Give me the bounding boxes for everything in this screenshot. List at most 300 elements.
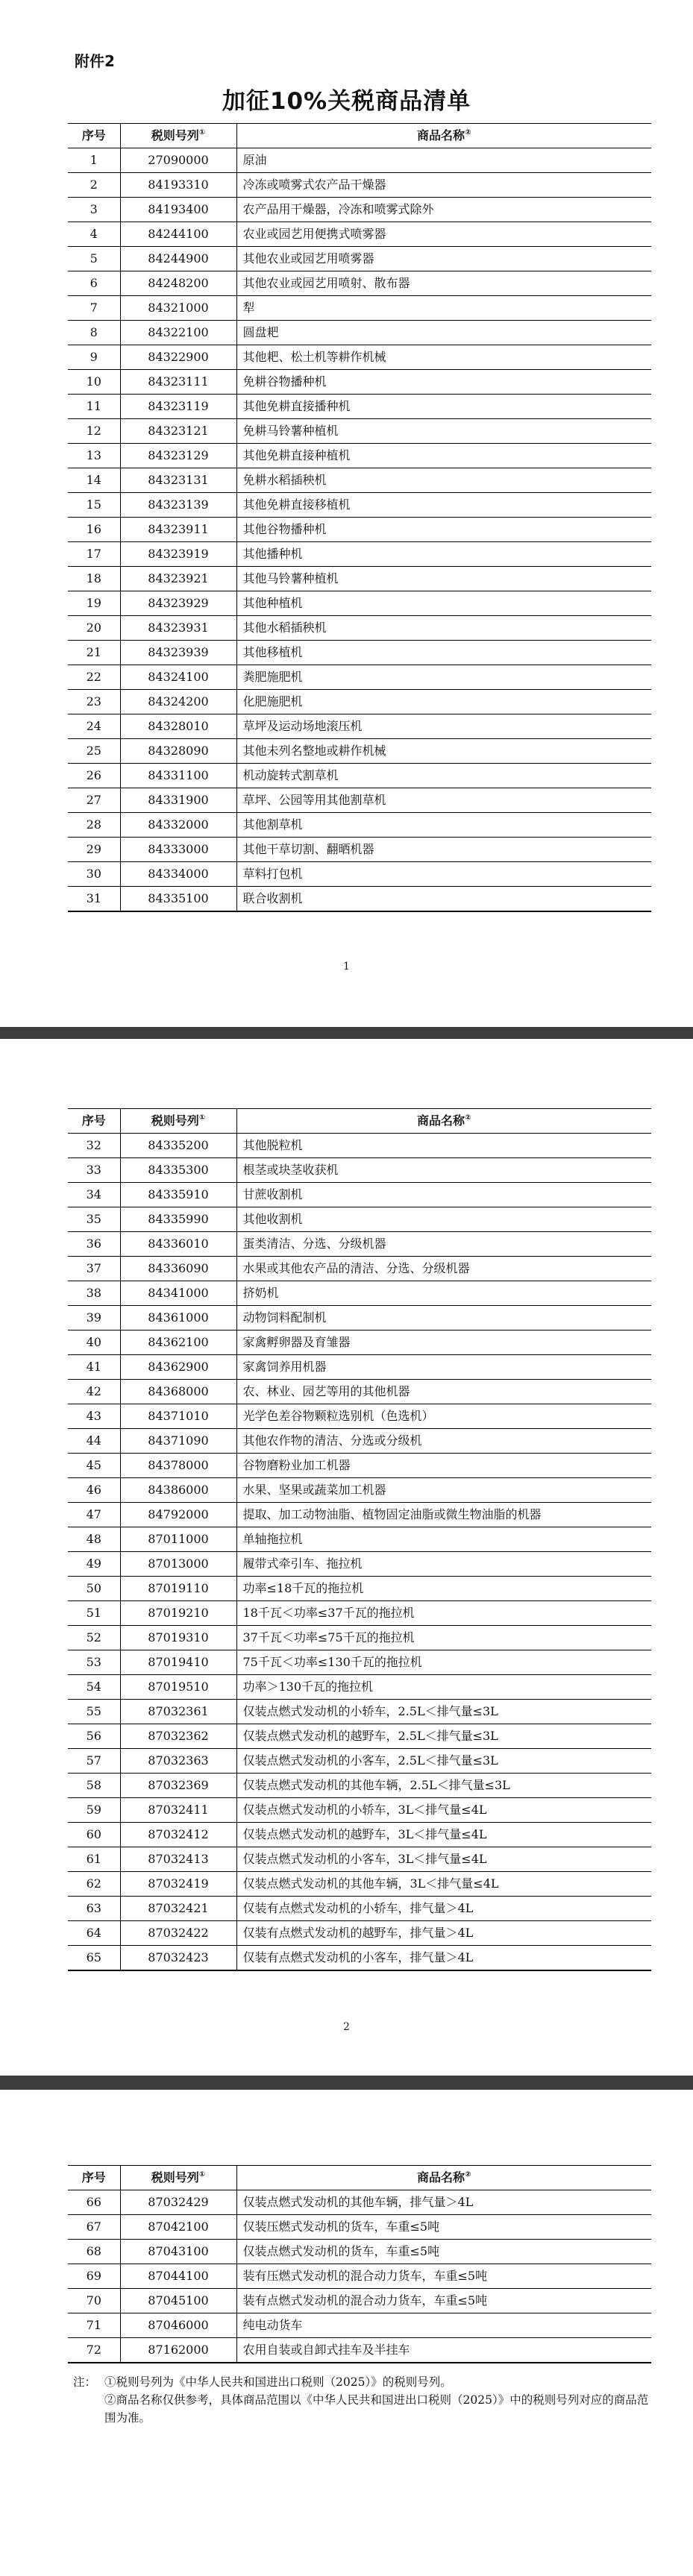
- serial-number-cell: 21: [68, 641, 120, 665]
- product-name-cell: 动物饲料配制机: [236, 1306, 651, 1331]
- serial-number-cell: 53: [68, 1650, 120, 1675]
- table-row: [68, 1331, 651, 1355]
- serial-number-cell: 10: [68, 370, 120, 395]
- product-name-cell: 仅装点燃式发动机的其他车辆，排气量＞4L: [236, 2190, 651, 2215]
- product-name-cell: 犁: [236, 296, 651, 321]
- tariff-code-cell: 87042100: [120, 2215, 236, 2240]
- footnote-mark: ①: [198, 1113, 206, 1122]
- serial-number-cell: 48: [68, 1527, 120, 1552]
- document-page-3: [0, 2090, 693, 2576]
- product-name-cell: 其他收割机: [236, 1207, 651, 1232]
- serial-number-cell: 50: [68, 1577, 120, 1601]
- table-row: [68, 1700, 651, 1724]
- table-row: [68, 493, 651, 518]
- product-name-cell: 仅装有点燃式发动机的越野车，排气量＞4L: [236, 1921, 651, 1946]
- serial-number-cell: 36: [68, 1232, 120, 1257]
- header-product-name-label: 商品名称: [417, 2170, 465, 2184]
- serial-number-cell: 24: [68, 714, 120, 739]
- serial-number-cell: 13: [68, 444, 120, 468]
- table-row: [68, 1872, 651, 1897]
- serial-number-cell: 45: [68, 1454, 120, 1478]
- serial-number-cell: 25: [68, 739, 120, 764]
- tariff-code-cell: 84244900: [120, 247, 236, 271]
- product-name-cell: 原油: [236, 148, 651, 173]
- tariff-code-cell: 87013000: [120, 1552, 236, 1577]
- product-name-cell: 其他耙、松土机等耕作机械: [236, 345, 651, 370]
- table-row: [68, 1601, 651, 1626]
- serial-number-cell: 2: [68, 173, 120, 198]
- tariff-code-cell: 84335100: [120, 887, 236, 912]
- header-serial-number: 序号: [68, 1109, 120, 1134]
- product-name-cell: 其他移植机: [236, 641, 651, 665]
- footnote-mark: ①: [198, 2170, 206, 2179]
- table-header-row: [68, 2166, 651, 2190]
- table-row: [68, 665, 651, 690]
- table-row: [68, 2215, 651, 2240]
- document-page-1: [0, 0, 693, 1027]
- serial-number-cell: 42: [68, 1380, 120, 1404]
- table-row: [68, 1946, 651, 1971]
- table-row: [68, 1429, 651, 1454]
- tariff-code-cell: 87032362: [120, 1724, 236, 1749]
- serial-number-cell: 51: [68, 1601, 120, 1626]
- tariff-code-cell: 84323111: [120, 370, 236, 395]
- product-name-cell: 仅装有点燃式发动机的小客车，排气量＞4L: [236, 1946, 651, 1971]
- table-row: [68, 2240, 651, 2264]
- serial-number-cell: 16: [68, 518, 120, 542]
- table-row: [68, 2264, 651, 2289]
- tariff-code-cell: 87046000: [120, 2313, 236, 2338]
- tariff-code-cell: 84328090: [120, 739, 236, 764]
- header-serial-number: 序号: [68, 124, 120, 148]
- product-name-cell: 谷物磨粉业加工机器: [236, 1454, 651, 1478]
- tariff-table-page-1: [68, 123, 651, 912]
- table-row: [68, 1404, 651, 1429]
- tariff-code-cell: 84323929: [120, 591, 236, 616]
- product-name-cell: 粪肥施肥机: [236, 665, 651, 690]
- tariff-code-cell: 87044100: [120, 2264, 236, 2289]
- table-row: [68, 222, 651, 247]
- table-row: [68, 345, 651, 370]
- table-row: [68, 1527, 651, 1552]
- table-row: [68, 1847, 651, 1872]
- table-row: [68, 887, 651, 912]
- product-name-cell: 单轴拖拉机: [236, 1527, 651, 1552]
- product-name-cell: 家禽饲养用机器: [236, 1355, 651, 1380]
- product-name-cell: 纯电动货车: [236, 2313, 651, 2338]
- table-row: [68, 567, 651, 591]
- table-row: [68, 271, 651, 296]
- header-product-name: [236, 2166, 651, 2190]
- product-name-cell: 仅装有点燃式发动机的小轿车，排气量＞4L: [236, 1897, 651, 1921]
- product-name-cell: 其他未列名整地或耕作机械: [236, 739, 651, 764]
- product-name-cell: 其他播种机: [236, 542, 651, 567]
- tariff-code-cell: 87019310: [120, 1626, 236, 1650]
- product-name-cell: 水果、坚果或蔬菜加工机器: [236, 1478, 651, 1503]
- product-name-cell: 仅装点燃式发动机的越野车，2.5L＜排气量≤3L: [236, 1724, 651, 1749]
- footnote-mark: ①: [198, 128, 206, 137]
- tariff-code-cell: 87032413: [120, 1847, 236, 1872]
- product-name-cell: 农用自装或自卸式挂车及半挂车: [236, 2338, 651, 2363]
- product-name-cell: 农产品用干燥器，冷冻和喷雾式除外: [236, 198, 651, 222]
- tariff-code-cell: 84362900: [120, 1355, 236, 1380]
- serial-number-cell: 59: [68, 1798, 120, 1823]
- tariff-code-cell: 84341000: [120, 1281, 236, 1306]
- table-row: [68, 1281, 651, 1306]
- serial-number-cell: 3: [68, 198, 120, 222]
- tariff-code-cell: 84323129: [120, 444, 236, 468]
- tariff-code-cell: 87032361: [120, 1700, 236, 1724]
- table-row: [68, 1232, 651, 1257]
- product-name-cell: 功率≤18千瓦的拖拉机: [236, 1577, 651, 1601]
- tariff-code-cell: 84323911: [120, 518, 236, 542]
- serial-number-cell: 34: [68, 1183, 120, 1207]
- serial-number-cell: 60: [68, 1823, 120, 1847]
- serial-number-cell: 39: [68, 1306, 120, 1331]
- header-product-name-label: 商品名称: [417, 128, 465, 142]
- footnote-1: [73, 2373, 651, 2391]
- serial-number-cell: 11: [68, 395, 120, 419]
- product-name-cell: 免耕马铃薯种植机: [236, 419, 651, 444]
- serial-number-cell: 22: [68, 665, 120, 690]
- table-row: [68, 1675, 651, 1700]
- table-row: [68, 1478, 651, 1503]
- serial-number-cell: 57: [68, 1749, 120, 1774]
- serial-number-cell: 55: [68, 1700, 120, 1724]
- tariff-table-page-2: [68, 1108, 651, 1971]
- tariff-code-cell: 87045100: [120, 2289, 236, 2313]
- table-row: [68, 862, 651, 887]
- table-row: [68, 813, 651, 838]
- serial-number-cell: 70: [68, 2289, 120, 2313]
- product-name-cell: 水果或其他农产品的清洁、分选、分级机器: [236, 1257, 651, 1281]
- table-row: [68, 2338, 651, 2363]
- serial-number-cell: 40: [68, 1331, 120, 1355]
- header-serial-number: 序号: [68, 2166, 120, 2190]
- product-name-cell: 免耕水稻插秧机: [236, 468, 651, 493]
- table-row: [68, 1257, 651, 1281]
- table-row: [68, 321, 651, 345]
- tariff-code-cell: 84323119: [120, 395, 236, 419]
- table-row: [68, 690, 651, 714]
- serial-number-cell: 54: [68, 1675, 120, 1700]
- tariff-code-cell: 87032363: [120, 1749, 236, 1774]
- tariff-code-cell: 87162000: [120, 2338, 236, 2363]
- table-row: [68, 1380, 651, 1404]
- serial-number-cell: 63: [68, 1897, 120, 1921]
- serial-number-cell: 64: [68, 1921, 120, 1946]
- serial-number-cell: 69: [68, 2264, 120, 2289]
- tariff-code-cell: 84333000: [120, 838, 236, 862]
- serial-number-cell: 72: [68, 2338, 120, 2363]
- tariff-code-cell: 84323139: [120, 493, 236, 518]
- tariff-code-cell: 84323121: [120, 419, 236, 444]
- tariff-code-cell: 84335990: [120, 1207, 236, 1232]
- tariff-code-cell: 84328010: [120, 714, 236, 739]
- product-name-cell: 其他脱粒机: [236, 1134, 651, 1158]
- product-name-cell: 37千瓦＜功率≤75千瓦的拖拉机: [236, 1626, 651, 1650]
- serial-number-cell: 65: [68, 1946, 120, 1971]
- table-row: [68, 1207, 651, 1232]
- serial-number-cell: 7: [68, 296, 120, 321]
- serial-number-cell: 28: [68, 813, 120, 838]
- tariff-code-cell: 84378000: [120, 1454, 236, 1478]
- product-name-cell: 其他水稻插秧机: [236, 616, 651, 641]
- header-tariff-code: [120, 2166, 236, 2190]
- table-header-row: [68, 1109, 651, 1134]
- product-name-cell: 蛋类清洁、分选、分级机器: [236, 1232, 651, 1257]
- serial-number-cell: 12: [68, 419, 120, 444]
- serial-number-cell: 56: [68, 1724, 120, 1749]
- serial-number-cell: 15: [68, 493, 120, 518]
- tariff-code-cell: 84193400: [120, 198, 236, 222]
- tariff-code-cell: 87032412: [120, 1823, 236, 1847]
- footnote-2: [73, 2391, 651, 2427]
- product-name-cell: 其他割草机: [236, 813, 651, 838]
- tariff-code-cell: 84324100: [120, 665, 236, 690]
- page-number: 2: [343, 2021, 350, 2033]
- header-tariff-code: [120, 124, 236, 148]
- serial-number-cell: 23: [68, 690, 120, 714]
- table-row: [68, 1823, 651, 1847]
- serial-number-cell: 47: [68, 1503, 120, 1527]
- product-name-cell: 草坪、公园等用其他割草机: [236, 788, 651, 813]
- product-name-cell: 机动旋转式割草机: [236, 764, 651, 788]
- serial-number-cell: 20: [68, 616, 120, 641]
- serial-number-cell: 18: [68, 567, 120, 591]
- product-name-cell: 联合收割机: [236, 887, 651, 912]
- tariff-code-cell: 84336010: [120, 1232, 236, 1257]
- serial-number-cell: 38: [68, 1281, 120, 1306]
- product-name-cell: 仅装点燃式发动机的其他车辆，2.5L＜排气量≤3L: [236, 1774, 651, 1798]
- table-row: [68, 838, 651, 862]
- table-row: [68, 591, 651, 616]
- table-row: [68, 2190, 651, 2215]
- tariff-code-cell: 84362100: [120, 1331, 236, 1355]
- header-tariff-code-label: 税则号列: [151, 128, 199, 142]
- product-name-cell: 光学色差谷物颗粒选别机（色选机）: [236, 1404, 651, 1429]
- serial-number-cell: 29: [68, 838, 120, 862]
- tariff-code-cell: 84371010: [120, 1404, 236, 1429]
- serial-number-cell: 66: [68, 2190, 120, 2215]
- serial-number-cell: 31: [68, 887, 120, 912]
- serial-number-cell: 33: [68, 1158, 120, 1183]
- serial-number-cell: 52: [68, 1626, 120, 1650]
- product-name-cell: 甘蔗收割机: [236, 1183, 651, 1207]
- product-name-cell: 仅装压燃式发动机的货车，车重≤5吨: [236, 2215, 651, 2240]
- table-row: [68, 370, 651, 395]
- product-name-cell: 仅装点燃式发动机的其他车辆，3L＜排气量≤4L: [236, 1872, 651, 1897]
- serial-number-cell: 68: [68, 2240, 120, 2264]
- serial-number-cell: 35: [68, 1207, 120, 1232]
- table-row: [68, 1626, 651, 1650]
- serial-number-cell: 8: [68, 321, 120, 345]
- tariff-code-cell: 84335200: [120, 1134, 236, 1158]
- product-name-cell: 免耕谷物播种机: [236, 370, 651, 395]
- product-name-cell: 草坪及运动场地滚压机: [236, 714, 651, 739]
- product-name-cell: 其他农作物的清洁、分选或分级机: [236, 1429, 651, 1454]
- tariff-code-cell: 84323931: [120, 616, 236, 641]
- serial-number-cell: 17: [68, 542, 120, 567]
- product-name-cell: 其他农业或园艺用喷射、散布器: [236, 271, 651, 296]
- product-name-cell: 仅装点燃式发动机的小轿车，2.5L＜排气量≤3L: [236, 1700, 651, 1724]
- tariff-code-cell: 84323939: [120, 641, 236, 665]
- serial-number-cell: 37: [68, 1257, 120, 1281]
- table-header-row: [68, 124, 651, 148]
- table-row: [68, 1183, 651, 1207]
- header-product-name: [236, 124, 651, 148]
- table-row: [68, 1798, 651, 1823]
- serial-number-cell: 26: [68, 764, 120, 788]
- footnote-mark: ②: [465, 1113, 471, 1122]
- tariff-code-cell: 84323919: [120, 542, 236, 567]
- tariff-code-cell: 84368000: [120, 1380, 236, 1404]
- product-name-cell: 其他免耕直接播种机: [236, 395, 651, 419]
- product-name-cell: 冷冻或喷雾式农产品干燥器: [236, 173, 651, 198]
- attachment-label: 附件2: [75, 52, 115, 70]
- table-row: [68, 198, 651, 222]
- table-row: [68, 1355, 651, 1380]
- tariff-code-cell: 84335300: [120, 1158, 236, 1183]
- serial-number-cell: 30: [68, 862, 120, 887]
- table-row: [68, 616, 651, 641]
- product-name-cell: 仅装点燃式发动机的越野车，3L＜排气量≤4L: [236, 1823, 651, 1847]
- table-row: [68, 1158, 651, 1183]
- tariff-code-cell: 84321000: [120, 296, 236, 321]
- page-number: 1: [343, 961, 350, 973]
- header-tariff-code: [120, 1109, 236, 1134]
- tariff-code-cell: 87019110: [120, 1577, 236, 1601]
- product-name-cell: 草料打包机: [236, 862, 651, 887]
- tariff-code-cell: 27090000: [120, 148, 236, 173]
- tariff-code-cell: 87032422: [120, 1921, 236, 1946]
- tariff-code-cell: 84323921: [120, 567, 236, 591]
- product-name-cell: 仅装点燃式发动机的货车，车重≤5吨: [236, 2240, 651, 2264]
- tariff-code-cell: 87011000: [120, 1527, 236, 1552]
- product-name-cell: 18千瓦＜功率≤37千瓦的拖拉机: [236, 1601, 651, 1626]
- table-row: [68, 468, 651, 493]
- serial-number-cell: 14: [68, 468, 120, 493]
- product-name-cell: 仅装点燃式发动机的小轿车，3L＜排气量≤4L: [236, 1798, 651, 1823]
- serial-number-cell: 67: [68, 2215, 120, 2240]
- document-title: 加征10%关税商品清单: [222, 88, 471, 115]
- product-name-cell: 提取、加工动物油脂、植物固定油脂或微生物油脂的机器: [236, 1503, 651, 1527]
- table-row: [68, 542, 651, 567]
- footnote-mark: ②: [465, 2170, 471, 2179]
- product-name-cell: 功率＞130千瓦的拖拉机: [236, 1675, 651, 1700]
- header-product-name-label: 商品名称: [417, 1113, 465, 1128]
- serial-number-cell: 41: [68, 1355, 120, 1380]
- tariff-code-cell: 87019210: [120, 1601, 236, 1626]
- tariff-code-cell: 87019410: [120, 1650, 236, 1675]
- serial-number-cell: 4: [68, 222, 120, 247]
- table-row: [68, 2289, 651, 2313]
- product-name-cell: 仅装点燃式发动机的小客车，2.5L＜排气量≤3L: [236, 1749, 651, 1774]
- product-name-cell: 其他谷物播种机: [236, 518, 651, 542]
- product-name-cell: 其他种植机: [236, 591, 651, 616]
- table-row: [68, 518, 651, 542]
- tariff-code-cell: 84248200: [120, 271, 236, 296]
- footnotes: [73, 2373, 651, 2427]
- product-name-cell: 农业或园艺用便携式喷雾器: [236, 222, 651, 247]
- table-row: [68, 395, 651, 419]
- footnote-mark: ②: [465, 128, 471, 137]
- tariff-code-cell: 87032423: [120, 1946, 236, 1971]
- tariff-code-cell: 84331900: [120, 788, 236, 813]
- tariff-code-cell: 84371090: [120, 1429, 236, 1454]
- product-name-cell: 装有点燃式发动机的混合动力货车，车重≤5吨: [236, 2289, 651, 2313]
- serial-number-cell: 9: [68, 345, 120, 370]
- product-name-cell: 其他干草切割、翻晒机器: [236, 838, 651, 862]
- table-row: [68, 1577, 651, 1601]
- tariff-code-cell: 84361000: [120, 1306, 236, 1331]
- document-page-2: [0, 1039, 693, 2076]
- tariff-code-cell: 84323131: [120, 468, 236, 493]
- product-name-cell: 家禽孵卵器及育雏器: [236, 1331, 651, 1355]
- table-row: [68, 739, 651, 764]
- tariff-code-cell: 87032369: [120, 1774, 236, 1798]
- tariff-code-cell: 84331100: [120, 764, 236, 788]
- product-name-cell: 履带式牵引车、拖拉机: [236, 1552, 651, 1577]
- serial-number-cell: 46: [68, 1478, 120, 1503]
- serial-number-cell: 27: [68, 788, 120, 813]
- tariff-table-page-3: [68, 2165, 651, 2363]
- tariff-code-cell: 87032411: [120, 1798, 236, 1823]
- table-row: [68, 247, 651, 271]
- product-name-cell: 圆盘耙: [236, 321, 651, 345]
- product-name-cell: 其他马铃薯种植机: [236, 567, 651, 591]
- tariff-code-cell: 84792000: [120, 1503, 236, 1527]
- product-name-cell: 其他农业或园艺用喷雾器: [236, 247, 651, 271]
- tariff-code-cell: 84336090: [120, 1257, 236, 1281]
- serial-number-cell: 58: [68, 1774, 120, 1798]
- serial-number-cell: 71: [68, 2313, 120, 2338]
- table-row: [68, 1650, 651, 1675]
- tariff-code-cell: 84386000: [120, 1478, 236, 1503]
- serial-number-cell: 43: [68, 1404, 120, 1429]
- header-tariff-code-label: 税则号列: [151, 2170, 199, 2184]
- product-name-cell: 农、林业、园艺等用的其他机器: [236, 1380, 651, 1404]
- product-name-cell: 装有压燃式发动机的混合动力货车，车重≤5吨: [236, 2264, 651, 2289]
- table-row: [68, 1134, 651, 1158]
- tariff-code-cell: 84244100: [120, 222, 236, 247]
- tariff-code-cell: 84322900: [120, 345, 236, 370]
- table-row: [68, 444, 651, 468]
- table-row: [68, 148, 651, 173]
- tariff-code-cell: 84335910: [120, 1183, 236, 1207]
- table-row: [68, 788, 651, 813]
- tariff-code-cell: 87032419: [120, 1872, 236, 1897]
- tariff-code-cell: 87032429: [120, 2190, 236, 2215]
- serial-number-cell: 61: [68, 1847, 120, 1872]
- serial-number-cell: 5: [68, 247, 120, 271]
- serial-number-cell: 32: [68, 1134, 120, 1158]
- footnote-text: ①税则号列为《中华人民共和国进出口税则（2025）》的税则号列。: [104, 2375, 452, 2389]
- table-row: [68, 1503, 651, 1527]
- tariff-code-cell: 84334000: [120, 862, 236, 887]
- serial-number-cell: 1: [68, 148, 120, 173]
- table-row: [68, 173, 651, 198]
- table-row: [68, 296, 651, 321]
- header-product-name: [236, 1109, 651, 1134]
- serial-number-cell: 62: [68, 1872, 120, 1897]
- table-row: [68, 764, 651, 788]
- tariff-code-cell: 84322100: [120, 321, 236, 345]
- product-name-cell: 根茎或块茎收获机: [236, 1158, 651, 1183]
- product-name-cell: 75千瓦＜功率≤130千瓦的拖拉机: [236, 1650, 651, 1675]
- table-row: [68, 1897, 651, 1921]
- tariff-code-cell: 87043100: [120, 2240, 236, 2264]
